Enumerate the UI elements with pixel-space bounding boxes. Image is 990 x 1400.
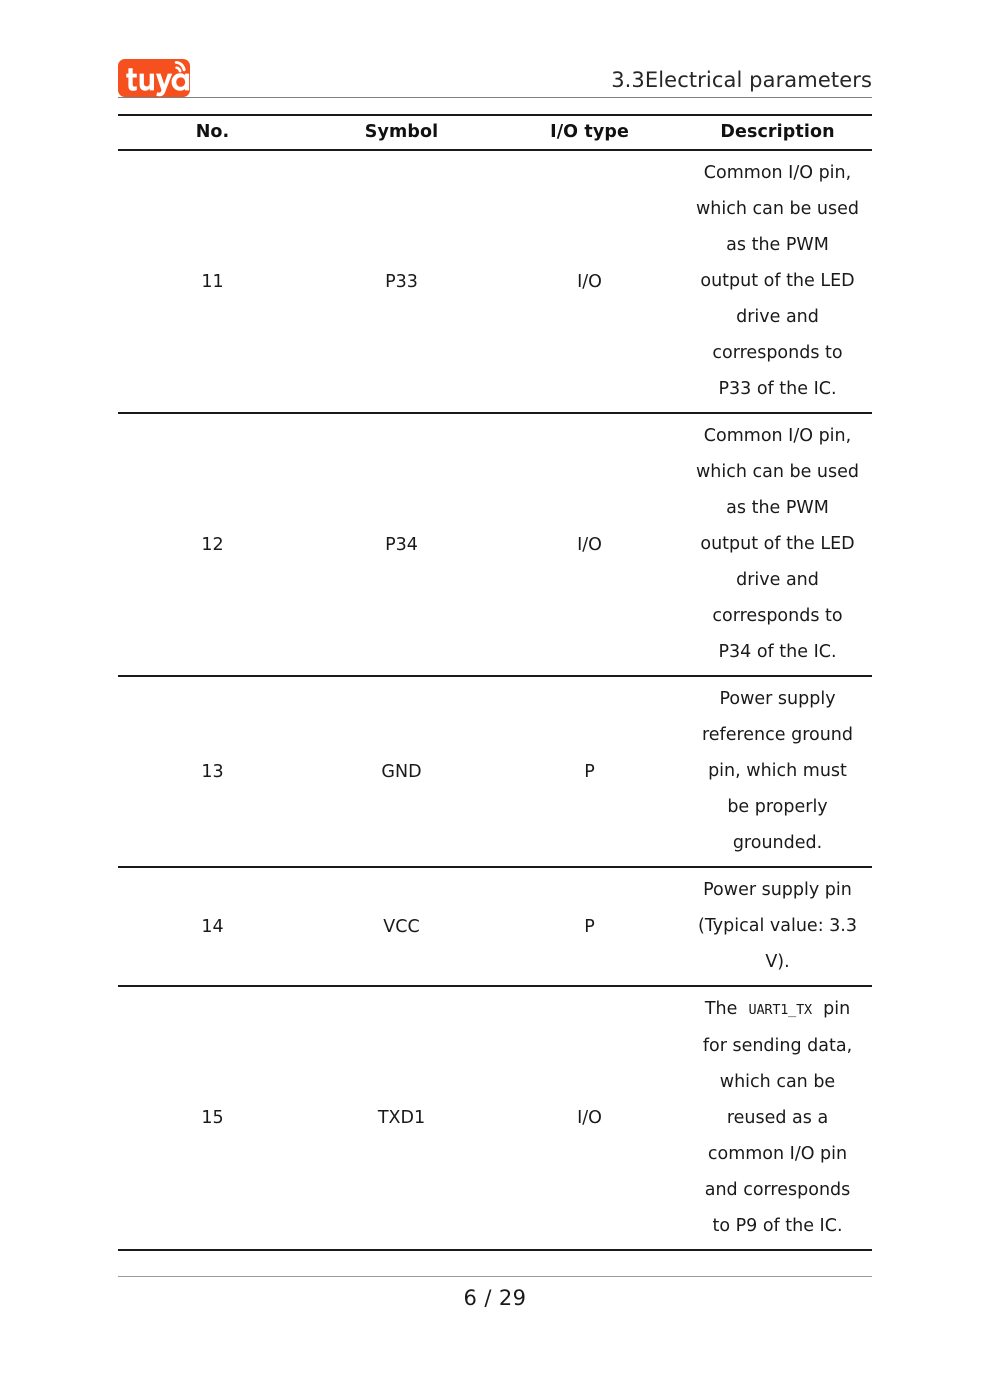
- description-line-with-code: [683, 991, 872, 1028]
- cell-description: Power supply pin (Typical value: 3.3 V).: [683, 867, 872, 986]
- page-title: 3.3Electrical parameters: [611, 68, 872, 92]
- code-token-uart1-tx: UART1_TX: [748, 1002, 812, 1018]
- cell-description: Common I/O pin, which can be used as the PWM output of the LED drive and corresponds to P33 of the IC.: [683, 150, 872, 413]
- pin-description-table-wrapper: [118, 114, 872, 1251]
- cell-io-type: I/O: [496, 413, 683, 676]
- cell-no: 15: [118, 986, 307, 1250]
- table-header-row: [118, 115, 872, 150]
- cell-no: 12: [118, 413, 307, 676]
- cell-description: Common I/O pin, which can be used as the PWM output of the LED drive and corresponds to P34 of the IC.: [683, 413, 872, 676]
- cell-io-type: I/O: [496, 986, 683, 1250]
- header-divider: [118, 97, 872, 98]
- column-header-description: Description: [683, 115, 872, 150]
- cell-symbol: P33: [307, 150, 496, 413]
- table-body: [118, 150, 872, 1250]
- cell-no: 11: [118, 150, 307, 413]
- cell-description: The UART1_TX pin for sending data, which can be reused as a common I/O pin and corresponds to P9 of the IC.: [683, 986, 872, 1250]
- cell-symbol: P34: [307, 413, 496, 676]
- cell-no: 14: [118, 867, 307, 986]
- table-header: [118, 115, 872, 150]
- cell-symbol: VCC: [307, 867, 496, 986]
- footer-divider: [118, 1276, 872, 1277]
- pin-description-table: [118, 114, 872, 1251]
- table-row: [118, 867, 872, 986]
- cell-symbol: TXD1: [307, 986, 496, 1250]
- cell-symbol: GND: [307, 676, 496, 867]
- cell-io-type: P: [496, 676, 683, 867]
- column-header-symbol: Symbol: [307, 115, 496, 150]
- cell-description: Power supply reference ground pin, which must be properly grounded.: [683, 676, 872, 867]
- cell-no: 13: [118, 676, 307, 867]
- column-header-io-type: I/O type: [496, 115, 683, 150]
- table-row: [118, 986, 872, 1250]
- text-suffix: pin: [823, 999, 851, 1019]
- text-prefix: The: [704, 999, 738, 1019]
- column-header-no: No.: [118, 115, 307, 150]
- cell-io-type: I/O: [496, 150, 683, 413]
- page-header: [118, 40, 872, 98]
- table-row: [118, 676, 872, 867]
- table-row: [118, 413, 872, 676]
- page-number: 6 / 29: [463, 1286, 527, 1310]
- cell-io-type: P: [496, 867, 683, 986]
- tuya-logo-icon: [118, 59, 190, 97]
- table-row: [118, 150, 872, 413]
